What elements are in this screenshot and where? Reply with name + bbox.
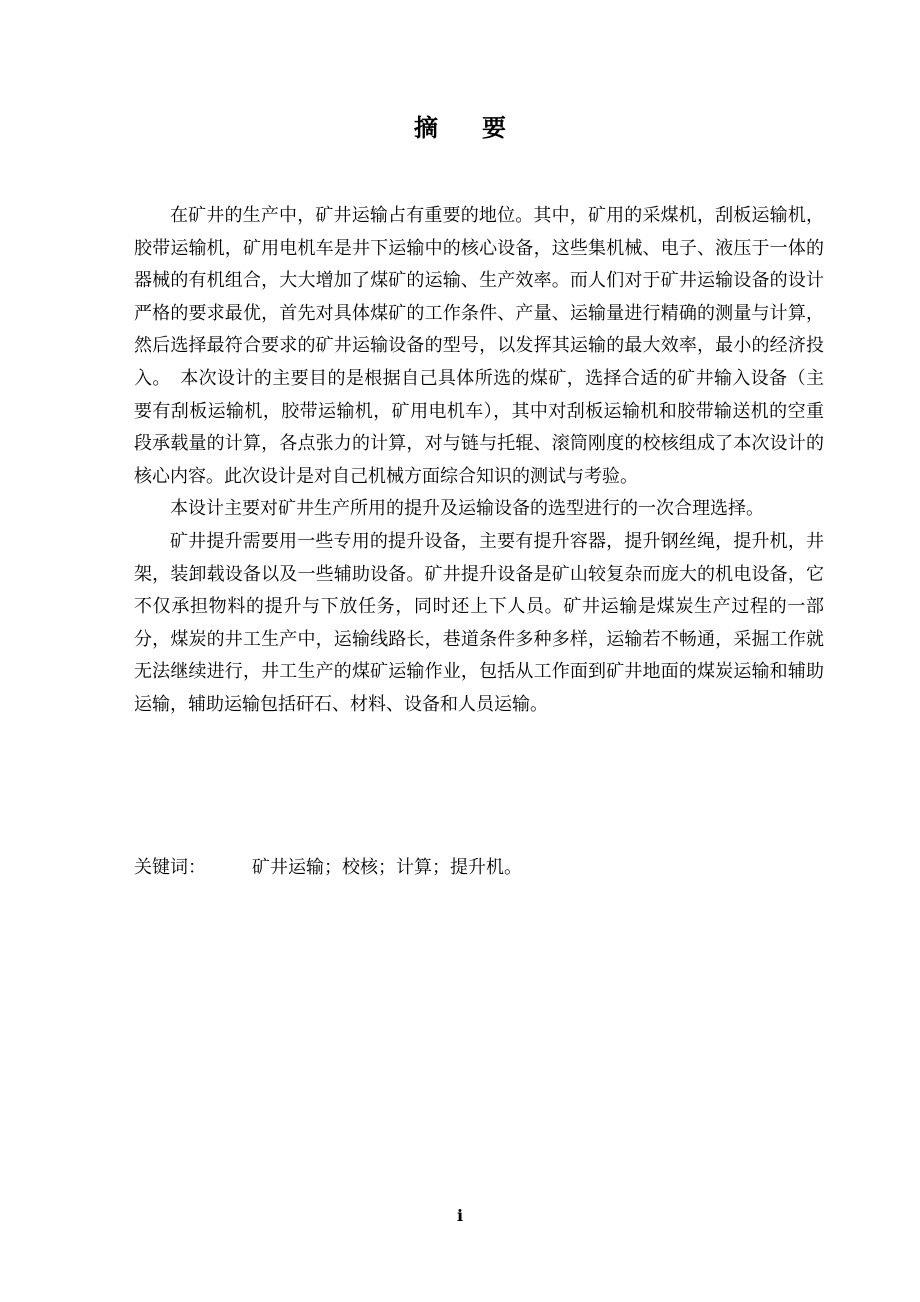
abstract-title-char-2: 要 bbox=[482, 114, 506, 142]
keywords-label: 关键词： bbox=[134, 857, 206, 878]
abstract-paragraph-2: 本设计主要对矿井生产所用的提升及运输设备的选型进行的一次合理选择。 bbox=[170, 498, 764, 520]
abstract-title bbox=[0, 108, 920, 143]
keywords-line bbox=[134, 853, 522, 883]
keywords-value: 矿井运输；校核；计算；提升机。 bbox=[252, 857, 522, 878]
abstract-body bbox=[134, 200, 824, 722]
abstract-paragraph-3: 矿井提升需要用一些专用的提升设备，主要有提升容器，提升钢丝绳，提升机，井架，装卸载设备以及一些辅助设备。矿井提升设备是矿山较复杂而庞大的机电设备，它不仅承担物料的提升与下放任务，同时还上下人员。矿井运输是煤炭生产过程的一部分，煤炭的井工生产中，运输线路长，巷道条件多种多样，运输若不畅通，采掘工作就无法继续进行，井工生产的煤矿运输作业，包括从工作面到矿井地面的煤炭运输和辅助运输，辅助运输包括矸石、材料、设备和人员运输。 bbox=[134, 530, 824, 715]
abstract-title-char-1: 摘 bbox=[414, 114, 438, 142]
page-number: i bbox=[456, 1206, 464, 1225]
abstract-paragraph-1: 在矿井的生产中，矿井运输占有重要的地位。其中，矿用的采煤机，刮板运输机，胶带运输机，矿用电机车是井下运输中的核心设备，这些集机械、电子、液压于一体的器械的有机组合，大大增加了煤矿的运输、生产效率。而人们对于矿井运输设备的设计严格的要求最优，首先对具体煤矿的工作条件、产量、运输量进行精确的测量与计算，然后选择最符合要求的矿井运输设备的型号，以发挥其运输的最大效率，最小的经济投入。 本次设计的主要目的是根据自己具体所选的煤矿，选择合适的矿井输入设备（主要有刮板运输机，胶带运输机，矿用电机车），其中对刮板运输机和胶带输送机的空重段承载量的计算，各点张力的计算，对与链与托辊、滚筒刚度的校核组成了本次设计的核心内容。此次设计是对自己机械方面综合知识的测试与考验。 bbox=[134, 205, 824, 487]
